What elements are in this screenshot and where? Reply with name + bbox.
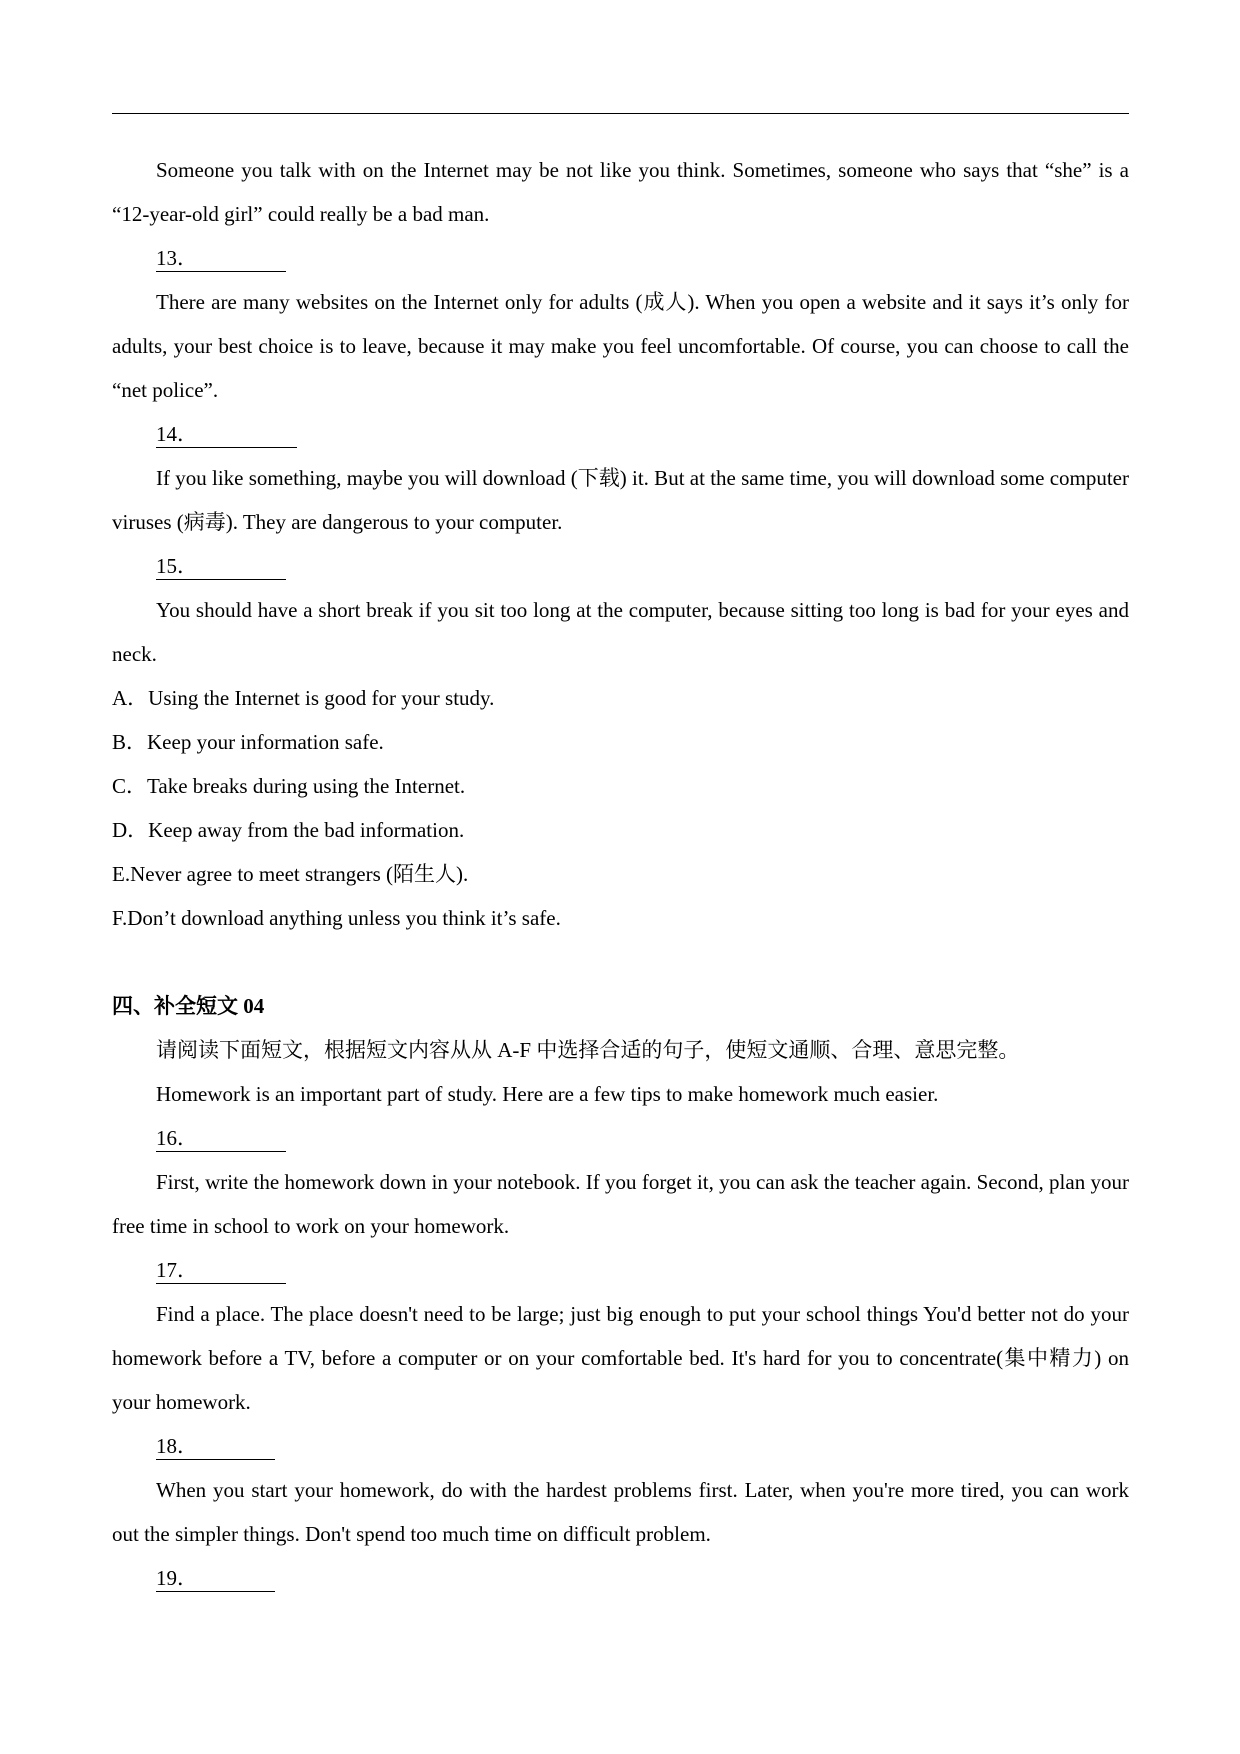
passage-paragraph: First, write the homework down in your notebook. If you forget it, you can ask the teacher again. Second, plan your free time in school to work on your homework. xyxy=(112,1170,1129,1238)
passage-paragraph: Find a place. The place doesn't need to be large; just big enough to put your school things You'd better not do your homework before a TV, before a computer or on your comfortable bed. It's hard for you to concentrate(集中精力) on your homework. xyxy=(112,1302,1129,1414)
passage-paragraph: If you like something, maybe you will download (下载) it. But at the same time, you will download some computer viruses (病毒). They are dangerous to your computer. xyxy=(112,466,1129,534)
section-instruction: 请阅读下面短文，根据短文内容从从 A-F 中选择合适的句子，使短文通顺、合理、意思完整。 xyxy=(156,1038,1020,1062)
option-f: F.Don’t download anything unless you think it’s safe. xyxy=(112,906,561,930)
page-content xyxy=(112,148,1129,1600)
blank-label: 16． xyxy=(156,1125,286,1152)
option-c: C．Take breaks during using the Internet. xyxy=(112,774,466,798)
option-e: E.Never agree to meet strangers (陌生人). xyxy=(112,862,469,886)
answer-blank-16 xyxy=(112,1116,1129,1160)
passage-paragraph: You should have a short break if you sit too long at the computer, because sitting too long is bad for your eyes and neck. xyxy=(112,598,1129,666)
answer-blank-13 xyxy=(112,236,1129,280)
blank-label: 17． xyxy=(156,1257,286,1284)
passage-paragraph: There are many websites on the Internet only for adults (成人). When you open a website and it says it’s only for adults, your best choice is to leave, because it may make you feel uncomfortable. Of course, you can choose to call the “net police”. xyxy=(112,290,1129,402)
answer-blank-18 xyxy=(112,1424,1129,1468)
answer-blank-19 xyxy=(112,1556,1129,1600)
answer-blank-15 xyxy=(112,544,1129,588)
header-rule xyxy=(112,113,1129,114)
option-a: A．Using the Internet is good for your study. xyxy=(112,686,495,710)
section-title: 四、补全短文 04 xyxy=(112,994,265,1018)
blank-label: 13． xyxy=(156,245,286,272)
blank-label: 18． xyxy=(156,1433,275,1460)
option-b: B．Keep your information safe. xyxy=(112,730,384,754)
answer-blank-17 xyxy=(112,1248,1129,1292)
passage-paragraph: When you start your homework, do with the hardest problems first. Later, when you're more tired, you can work out the simpler things. Don't spend too much time on difficult problem. xyxy=(112,1478,1129,1546)
option-d: D．Keep away from the bad information. xyxy=(112,818,465,842)
passage-intro: Homework is an important part of study. Here are a few tips to make homework much easier. xyxy=(156,1082,939,1106)
answer-blank-14 xyxy=(112,412,1129,456)
blank-label: 14． xyxy=(156,421,297,448)
passage-paragraph: Someone you talk with on the Internet may be not like you think. Sometimes, someone who says that “she” is a “12-year-old girl” could really be a bad man. xyxy=(112,158,1129,226)
blank-label: 15． xyxy=(156,553,286,580)
blank-label: 19． xyxy=(156,1565,275,1592)
section-spacer xyxy=(112,940,1129,984)
